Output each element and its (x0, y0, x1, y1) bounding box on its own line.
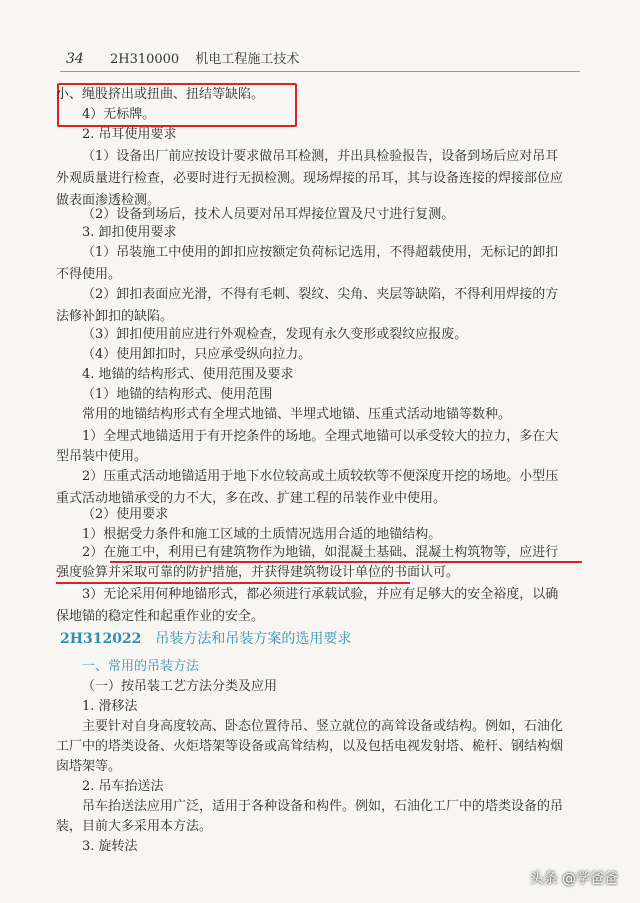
text-line: 1）全埋式地锚适用于有开挖条件的场地。全埋式地锚可以承受较大的拉力，多在大 (82, 429, 559, 444)
watermark: 头条 @学爸爸 (529, 871, 618, 887)
section-title: 吊装方法和吊装方案的选用要求 (155, 631, 352, 647)
text-line: 做表面渗透检测。 (56, 193, 161, 208)
text-line: （2）卸扣表面应光滑，不得有毛刺、裂纹、尖角、夹层等缺陷，不得利用焊接的方 (82, 287, 559, 302)
section-code: 2H312022 (60, 631, 142, 647)
text-line: （2）设备到场后，技术人员要对吊耳焊接位置及尺寸进行复测。 (82, 207, 455, 222)
text-line: 4）无标牌。 (82, 107, 156, 122)
text-line: 法修补卸扣的缺陷。 (56, 309, 174, 324)
text-line: （4）使用卸扣时，只应承受纵向拉力。 (82, 347, 312, 362)
text-line: 常用的地锚结构形式有全埋式地锚、半埋式地锚、压重式活动地锚等数种。 (82, 407, 512, 422)
text-line: 型吊装中使用。 (56, 449, 148, 464)
text-line: 装，目前大多采用本方法。 (56, 819, 213, 834)
red-underline (56, 582, 410, 584)
page-number: 34 (66, 51, 84, 67)
text-line: 小、绳股挤出或扭曲、扭结等缺陷。 (56, 87, 265, 102)
text-line: 工厂中的塔类设备、火炬塔架等设备或高耸结构，以及包括电视发射塔、桅杆、钢结构烟 (56, 739, 564, 754)
text-line: （1）吊装施工中使用的卸扣应按额定负荷标记选用，不得超载使用，无标记的卸扣 (82, 245, 559, 260)
text-line: 保地锚的稳定性和起重作业的安全。 (56, 609, 265, 624)
heading-level1: 一、常用的吊装方法 (82, 659, 200, 674)
text-line: 2）压重式活动地锚适用于地下水位较高或土质较软等不便深度开挖的场地。小型压 (82, 469, 559, 484)
text-line: 4. 地锚的结构形式、使用范围及要求 (82, 367, 294, 382)
text-line: 1）根据受力条件和施工区域的土质情况选用合适的地锚结构。 (82, 527, 442, 542)
text-line: 3. 卸扣使用要求 (82, 225, 177, 240)
text-line: 2. 吊耳使用要求 (82, 127, 177, 142)
text-line: 3）无论采用何种地锚形式，都必须进行承载试验，并应有足够大的安全裕度，以确 (82, 587, 559, 602)
text-line: 3. 旋转法 (82, 839, 138, 854)
page-header (66, 48, 299, 67)
chapter-title: 机电工程施工技术 (195, 52, 300, 67)
text-line: （1）设备出厂前应按设计要求做吊耳检测，并出具检验报告，设备到场后应对吊耳 (82, 149, 559, 164)
text-line: （3）卸扣使用前应进行外观检查，发现有永久变形或裂纹应报废。 (82, 327, 468, 342)
text-line: 2. 吊车抬送法 (82, 779, 164, 794)
text-line: 2）在施工中，利用已有建筑物作为地锚，如混凝土基础、混凝土构筑物等，应进行 (82, 545, 559, 560)
text-line: 主要针对自身高度较高、卧态位置待吊、竖立就位的高耸设备或结构。例如，石油化 (82, 719, 564, 734)
text-line: （2）使用要求 (82, 507, 169, 522)
text-line: 吊车抬送法应用广泛，适用于各种设备和构件。例如，石油化工厂中的塔类设备的吊 (82, 799, 564, 814)
text-line: 重式活动地锚承受的力不大，多在改、扩建工程的吊装作业中使用。 (56, 491, 447, 506)
text-line: 1. 滑移法 (82, 699, 138, 714)
chapter-code: 2H310000 (109, 52, 180, 67)
text-line: （1）地锚的结构形式、使用范围 (82, 387, 273, 402)
text-line: （一）按吊装工艺方法分类及应用 (82, 679, 278, 694)
section-heading (60, 630, 351, 648)
red-underline (110, 561, 582, 563)
text-line: 不得使用。 (56, 267, 122, 282)
header-rule (60, 71, 580, 72)
text-line: 外观质量进行检查，必要时进行无损检测。现场焊接的吊耳，其与设备连接的焊接部位应 (56, 171, 564, 186)
text-line: 强度验算并采取可靠的防护措施，并获得建筑物设计单位的书面认可。 (56, 565, 460, 580)
text-line: 囱塔架等。 (56, 759, 122, 774)
